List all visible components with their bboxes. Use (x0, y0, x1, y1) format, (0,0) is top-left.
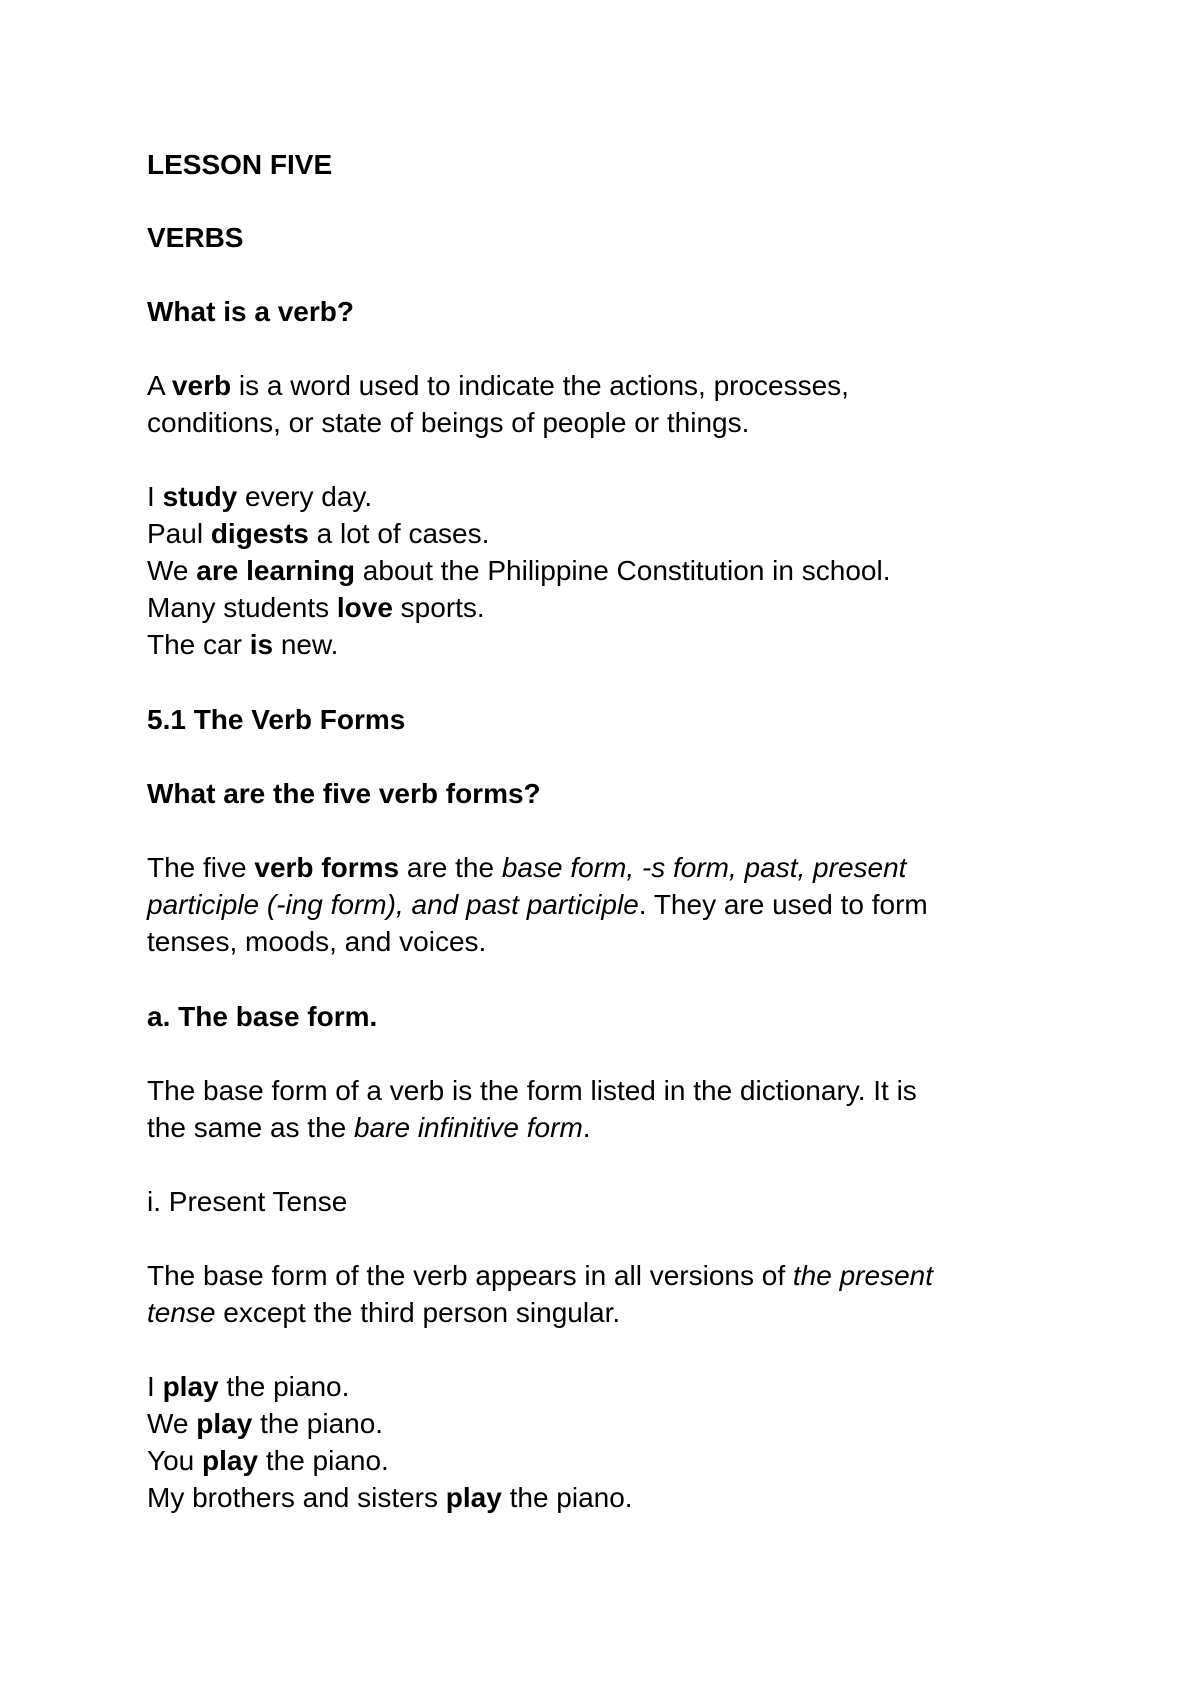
section-heading (147, 701, 1107, 738)
keyword: verb forms (254, 852, 400, 883)
example-verb: play (202, 1445, 259, 1476)
example-verb: study (162, 481, 238, 512)
question-heading-text: What is a verb? (147, 296, 354, 327)
text-run: You (147, 1445, 203, 1476)
example-sentence (147, 589, 1107, 626)
example-sentence (147, 552, 1107, 589)
text-run: The base form of the verb appears in all versions of (147, 1260, 793, 1291)
paragraph-line-2 (147, 1294, 1107, 1331)
paragraph-line-2 (147, 886, 1107, 923)
question-heading (147, 293, 1107, 330)
topic-title (147, 219, 1107, 256)
text-run: . They are used to form (638, 889, 928, 920)
paragraph-line-2 (147, 1109, 1107, 1146)
keyword-verb: verb (171, 370, 232, 401)
example-sentence (147, 626, 1107, 663)
example-sentence (147, 515, 1107, 552)
text-run: the piano. (218, 1371, 350, 1402)
example-verb: play (445, 1482, 502, 1513)
text-run: is a word used to indicate the actions, processes, (231, 370, 849, 401)
example-verb: are learning (196, 555, 356, 586)
text-run: a lot of cases. (308, 518, 490, 549)
text-run: The five (147, 852, 255, 883)
example-sentence (147, 1405, 1107, 1442)
subsection-item (147, 1183, 1107, 1220)
italic-term: participle (-ing form), and past participle (147, 889, 639, 920)
paragraph-line-1: The base form of a verb is the form listed in the dictionary. It is (147, 1075, 917, 1106)
text-run: We (147, 555, 197, 586)
example-verb: is (249, 629, 274, 660)
italic-term: tense (147, 1297, 216, 1328)
text-run: new. (273, 629, 339, 660)
example-sentence (147, 1479, 1107, 1516)
text-run: I (147, 1371, 163, 1402)
example-sentence (147, 1368, 1107, 1405)
text-run: My brothers and sisters (147, 1482, 446, 1513)
question-heading-text: What are the five verb forms? (147, 778, 541, 809)
text-run: except the third person singular. (215, 1297, 621, 1328)
italic-term: bare infinitive form (354, 1112, 583, 1143)
text-run: the same as the (147, 1112, 355, 1143)
text-run: Many students (147, 592, 337, 623)
text-run: the piano. (252, 1408, 384, 1439)
paragraph-line-1 (147, 849, 1107, 886)
text-run: the piano. (258, 1445, 389, 1476)
text-run: the piano. (501, 1482, 633, 1513)
subsection-heading (147, 998, 1107, 1035)
text-run: We (147, 1408, 197, 1439)
paragraph-line-3: tenses, moods, and voices. (147, 926, 487, 957)
lesson-title-text: LESSON FIVE (147, 149, 333, 180)
example-verb: digests (210, 518, 309, 549)
definition-line-2: conditions, or state of beings of people or things. (147, 407, 750, 438)
italic-term: the present (792, 1260, 933, 1291)
text-run: I (147, 481, 163, 512)
subsection-heading-text: a. The base form. (147, 1001, 378, 1032)
lesson-title (147, 146, 1107, 183)
text-run: sports. (392, 592, 485, 623)
text-run: every day. (237, 481, 373, 512)
section-heading-text: 5.1 The Verb Forms (147, 704, 406, 735)
text-run: are the (399, 852, 502, 883)
example-verb: play (196, 1408, 253, 1439)
definition-paragraph (147, 367, 1107, 441)
text-run: The car (147, 629, 250, 660)
example-verb: love (336, 592, 393, 623)
example-sentences-list (147, 1368, 1107, 1516)
question-heading (147, 775, 1107, 812)
present-tense-paragraph (147, 1257, 1107, 1331)
example-sentence (147, 1442, 1107, 1479)
italic-term: base form, -s form, past, present (501, 852, 907, 883)
text-run: about the Philippine Constitution in school. (355, 555, 891, 586)
subsection-item-text: i. Present Tense (147, 1186, 348, 1217)
five-forms-paragraph (147, 849, 1107, 960)
example-verb: play (162, 1371, 219, 1402)
text-run: . (582, 1112, 591, 1143)
paragraph-line-1 (147, 1257, 1107, 1294)
base-form-paragraph (147, 1072, 1107, 1146)
example-sentence (147, 478, 1107, 515)
definition-line-1 (147, 367, 1107, 404)
example-sentences-list (147, 478, 1107, 663)
text-run: A (147, 370, 172, 401)
topic-title-text: VERBS (147, 222, 244, 253)
text-run: Paul (147, 518, 211, 549)
